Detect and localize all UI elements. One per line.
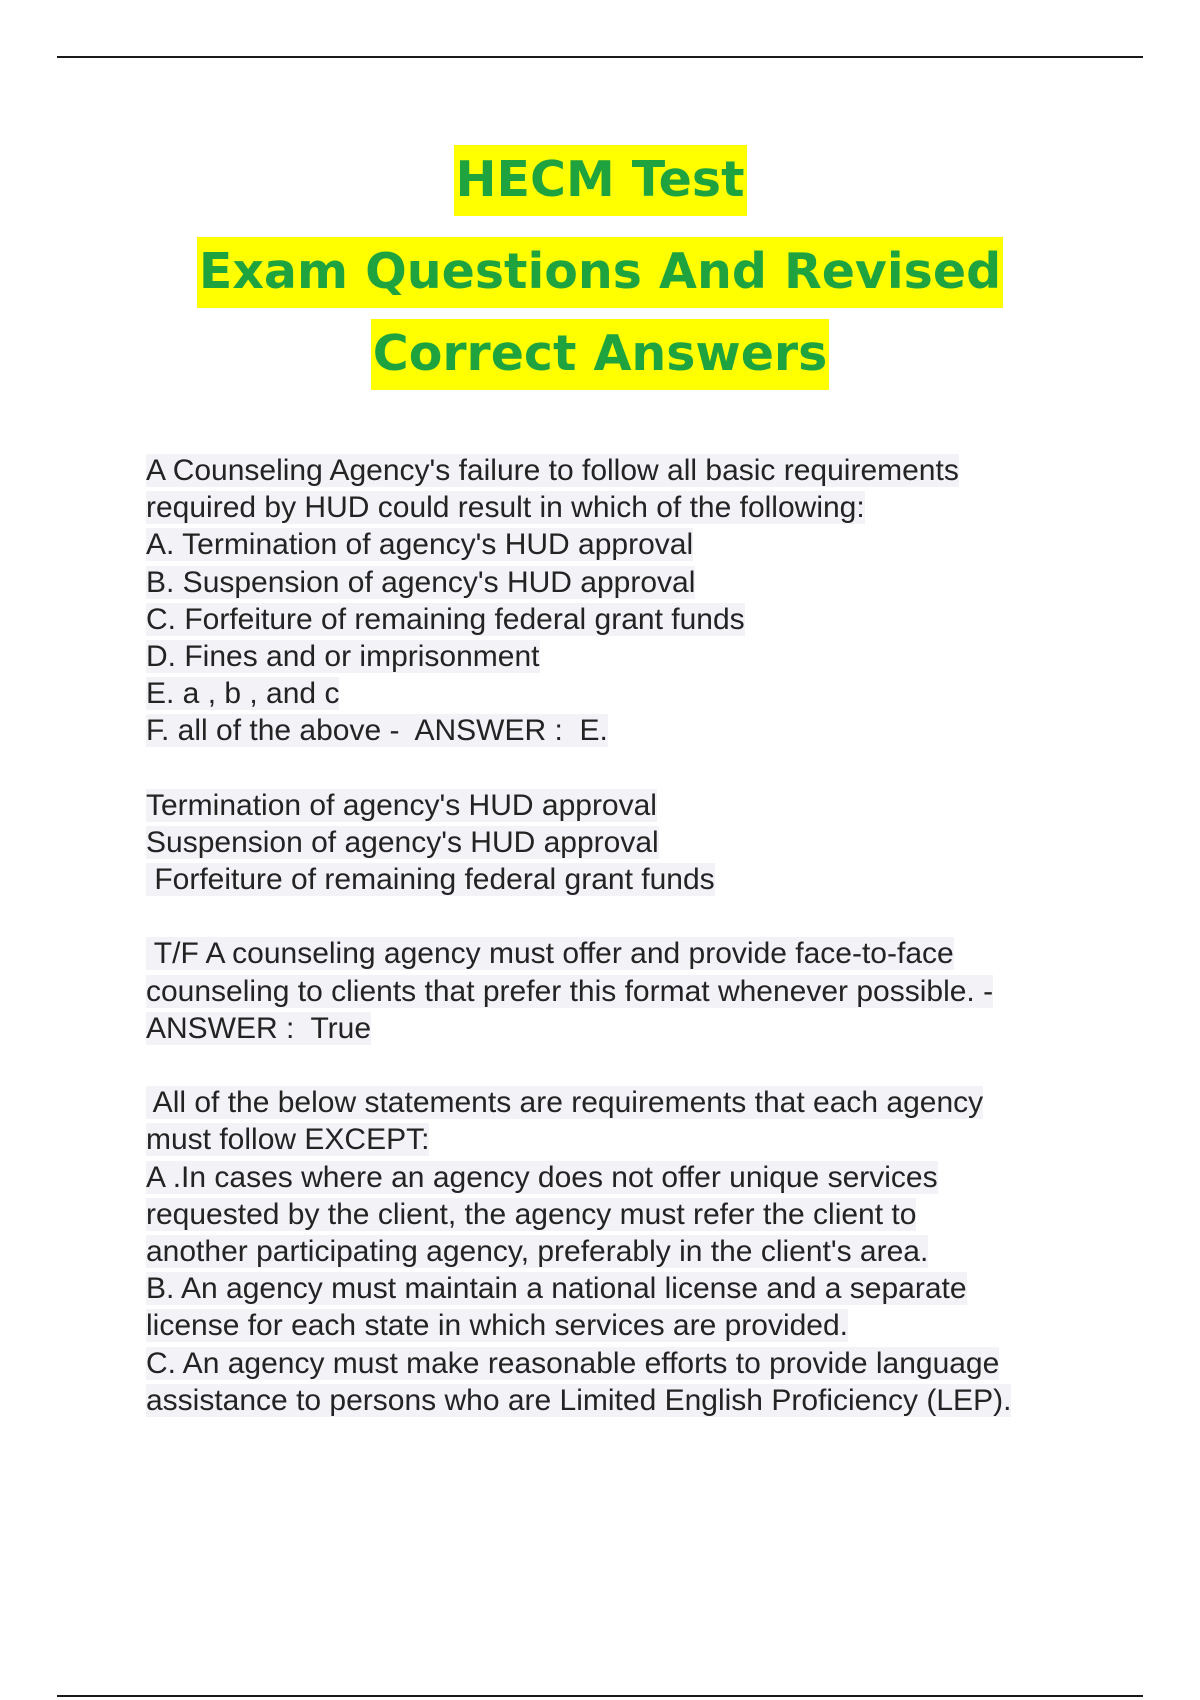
text-line: another participating agency, preferably in the client's area.: [146, 1234, 929, 1268]
title-line-3: Correct Answers: [0, 313, 1200, 395]
text-line: A Counseling Agency's failure to follow all basic requirements: [146, 454, 959, 487]
text-line: A. Termination of agency's HUD approval: [146, 528, 694, 562]
question-block-1: [146, 452, 1086, 750]
text-line: must follow EXCEPT:: [146, 1123, 430, 1157]
text-line: T/F A counseling agency must offer and provide face-to-face: [146, 937, 954, 971]
document-body: [146, 452, 1086, 1419]
paragraph-gap: [146, 750, 1086, 787]
paragraph-gap: [146, 898, 1086, 935]
top-rule: [57, 56, 1143, 58]
paragraph-gap: [146, 1047, 1086, 1084]
question-block-3: [146, 1084, 1086, 1419]
text-line: F. all of the above - ANSWER : E.: [146, 714, 608, 748]
text-line: Forfeiture of remaining federal grant funds: [146, 863, 715, 897]
text-line: All of the below statements are requirements that each agency: [146, 1086, 984, 1120]
title-line-1: HECM Test: [0, 145, 1200, 215]
answer-explanation-block: [146, 787, 1086, 899]
title-line-2: Exam Questions And Revised: [0, 231, 1200, 313]
text-line: B. Suspension of agency's HUD approval: [146, 565, 696, 599]
text-line: license for each state in which services are provided.: [146, 1309, 849, 1343]
text-line: required by HUD could result in which of the following:: [146, 491, 865, 525]
text-line: D. Fines and or imprisonment: [146, 639, 540, 673]
text-line: B. An agency must maintain a national license and a separate: [146, 1272, 967, 1306]
text-line: C. An agency must make reasonable efforts to provide language: [146, 1346, 1000, 1380]
text-line: counseling to clients that prefer this format whenever possible. -: [146, 974, 994, 1008]
text-line: requested by the client, the agency must refer the client to: [146, 1197, 917, 1231]
text-line: ANSWER : True: [146, 1011, 372, 1045]
text-line: Termination of agency's HUD approval: [146, 788, 657, 822]
text-line: A .In cases where an agency does not offer unique services: [146, 1160, 938, 1194]
question-block-2: [146, 935, 1086, 1047]
text-line: E. a , b , and c: [146, 677, 340, 711]
document-title: [0, 145, 1200, 395]
text-line: C. Forfeiture of remaining federal grant funds: [146, 602, 745, 636]
bottom-rule: [57, 1695, 1143, 1697]
text-line: assistance to persons who are Limited English Proficiency (LEP).: [146, 1383, 1012, 1417]
text-line: Suspension of agency's HUD approval: [146, 825, 659, 859]
